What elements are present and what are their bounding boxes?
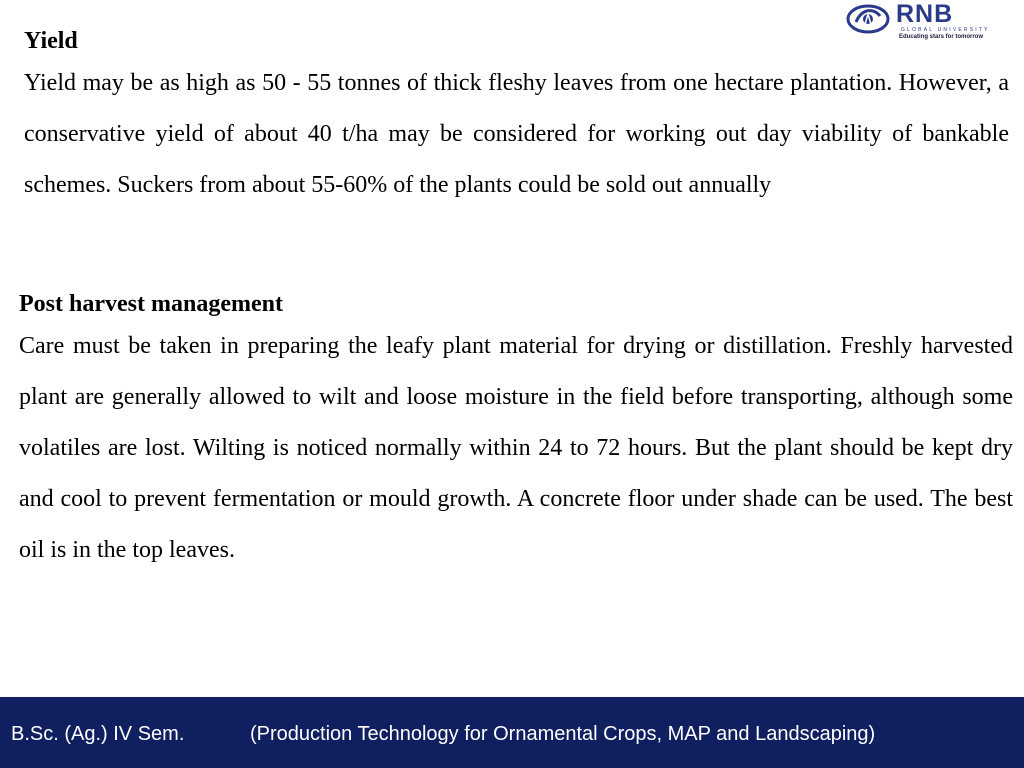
logo-tagline: Educating stars for tomorrow: [899, 34, 984, 40]
post-harvest-heading: Post harvest management: [19, 291, 283, 317]
yield-heading: Yield: [24, 28, 78, 54]
logo-subtitle: GLOBAL UNIVERSITY: [901, 27, 990, 33]
logo-name: RNB: [896, 0, 954, 28]
yield-section: [24, 24, 1009, 211]
yield-body-text: Yield may be as high as 50 - 55 tonnes of thick fleshy leaves from one hectare plantation. However, a conservative yield of about 40 t/ha may be considered for working out day viability of bankable schemes. Suckers from about 55-60% of the plants could be sold out annually: [24, 70, 1009, 198]
post-harvest-section: [19, 287, 1013, 576]
footer-course-label: B.Sc. (Ag.) IV Sem.: [11, 723, 185, 745]
post-harvest-body-text: Care must be taken in preparing the leafy plant material for drying or distillation. Freshly harvested plant are generally allowed to wilt and loose moisture in the field before transporting, although some volatiles are lost. Wilting is noticed normally within 24 to 72 hours. But the plant should be kept dry and cool to prevent fermentation or mould growth. A concrete floor under shade can be used. The best oil is in the top leaves.: [19, 333, 1013, 563]
footer-bar: [0, 697, 1024, 768]
footer-subject-label: (Production Technology for Ornamental Crops, MAP and Landscaping): [250, 723, 876, 745]
